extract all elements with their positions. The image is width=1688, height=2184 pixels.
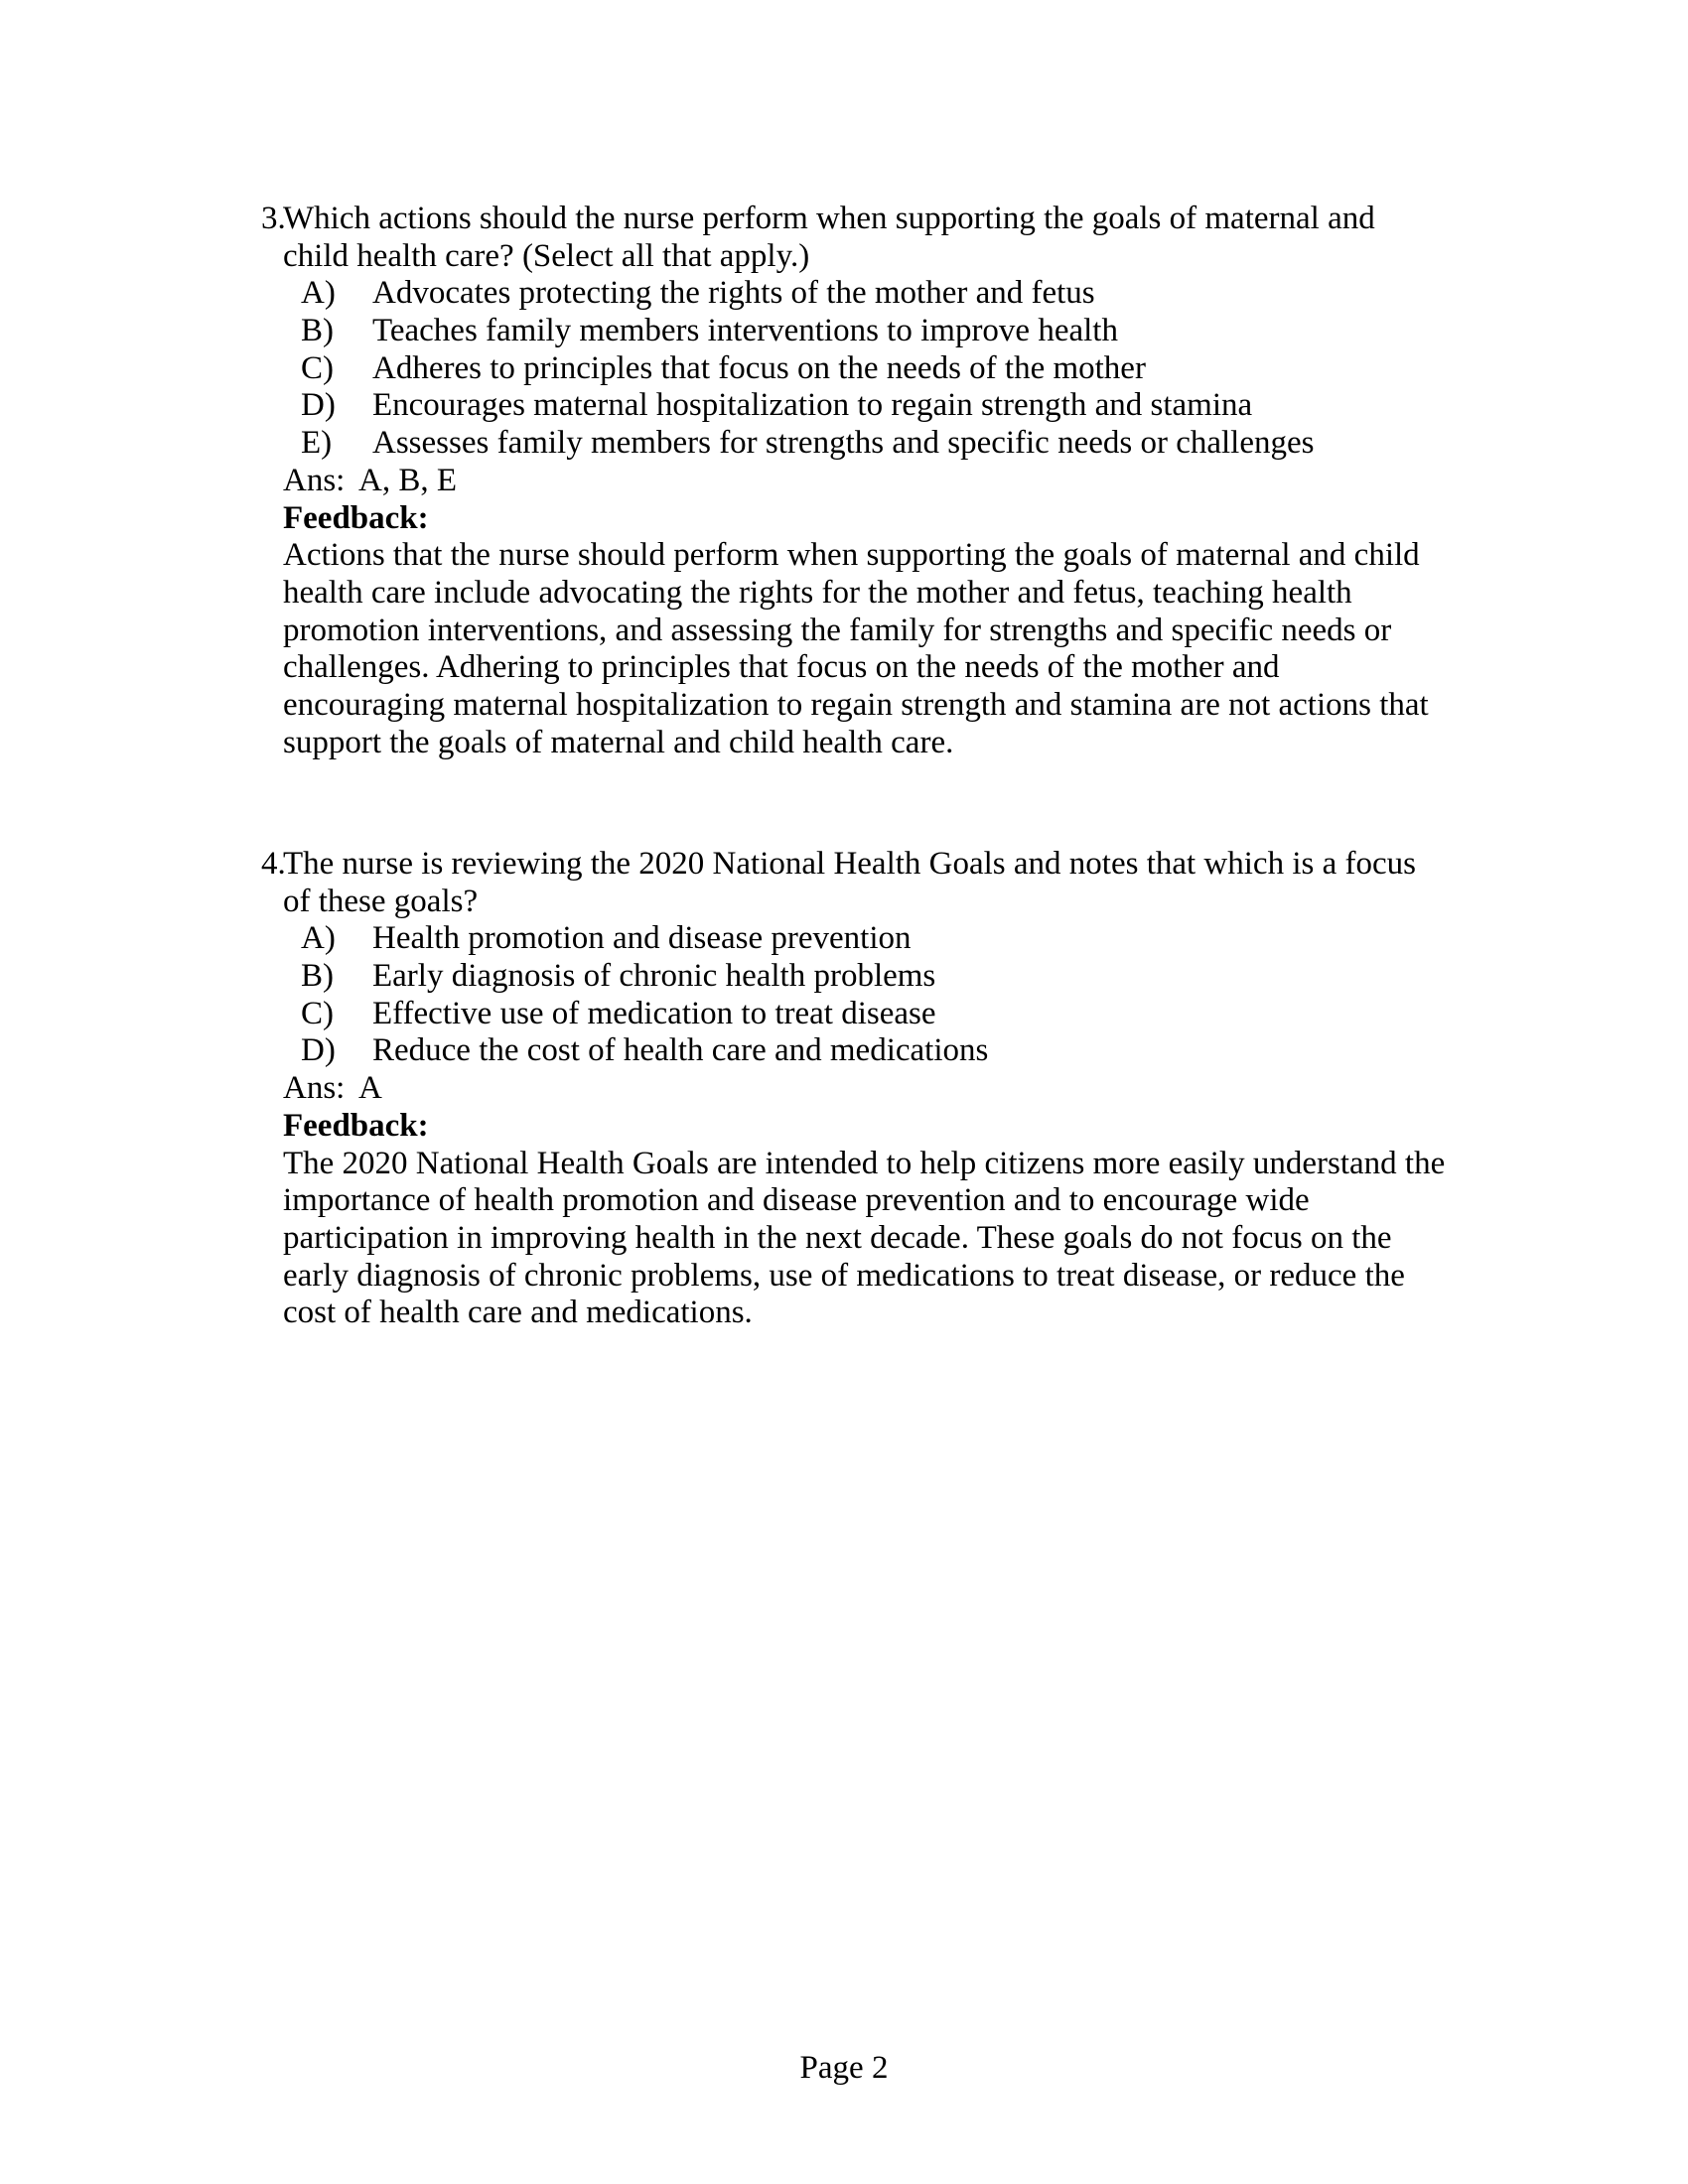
- option-row: [283, 425, 1492, 463]
- option-text: Health promotion and disease prevention: [372, 920, 912, 957]
- feedback-line: health care include advocating the rights for the mother and fetus, teaching health: [283, 574, 1352, 611]
- option-letter: B): [301, 313, 334, 349]
- option-letter: A): [301, 920, 336, 957]
- answer-label: Ans:: [283, 462, 346, 498]
- question-stem-line: child health care? (Select all that apply.): [283, 237, 810, 274]
- option-letter: E): [301, 425, 333, 462]
- option-letter: D): [301, 1032, 336, 1069]
- option-letter: A): [301, 275, 336, 312]
- question-content: [283, 201, 1492, 761]
- question-stem-line: of these goals?: [283, 883, 479, 919]
- option-row: [283, 313, 1492, 350]
- option-letter: B): [301, 958, 334, 995]
- option-text: Adheres to principles that focus on the needs of the mother: [372, 349, 1146, 386]
- question-block-4: [261, 846, 1492, 1332]
- option-row: [283, 996, 1492, 1033]
- feedback-line: support the goals of maternal and child health care.: [283, 724, 954, 760]
- answer-label: Ans:: [283, 1070, 346, 1107]
- question-number: 4.: [261, 846, 286, 882]
- option-letter: C): [301, 995, 334, 1031]
- feedback-heading: Feedback:: [283, 1107, 429, 1144]
- feedback-line: participation in improving health in the next decade. These goals do not focus on the: [283, 1219, 1392, 1256]
- answer-value: A: [358, 1070, 382, 1107]
- question-block-3: [261, 201, 1492, 761]
- option-row: [283, 958, 1492, 996]
- option-row: [283, 275, 1492, 313]
- option-text: Reduce the cost of health care and medications: [372, 1032, 989, 1069]
- feedback-line: early diagnosis of chronic problems, use of medications to treat disease, or reduce the: [283, 1257, 1405, 1294]
- answer-row: [283, 463, 1492, 500]
- question-stem-line: Which actions should the nurse perform when supporting the goals of maternal and: [283, 201, 1375, 236]
- answer-row: [283, 1070, 1492, 1108]
- option-text: Teaches family members interventions to improve health: [372, 313, 1118, 349]
- feedback-heading: Feedback:: [283, 499, 429, 536]
- feedback-line: The 2020 National Health Goals are intended to help citizens more easily understand the: [283, 1145, 1446, 1181]
- option-row: [283, 1032, 1492, 1070]
- feedback-line: promotion interventions, and assessing the family for strengths and specific needs or: [283, 612, 1392, 648]
- option-text: Effective use of medication to treat disease: [372, 995, 936, 1031]
- feedback-line: cost of health care and medications.: [283, 1295, 753, 1331]
- option-letter: C): [301, 349, 334, 386]
- question-number: 3.: [261, 201, 286, 236]
- option-row: [283, 350, 1492, 388]
- option-text: Early diagnosis of chronic health problems: [372, 958, 936, 995]
- question-stem-line: The nurse is reviewing the 2020 National Health Goals and notes that which is a focus: [283, 846, 1416, 882]
- page-footer: Page 2: [799, 2050, 889, 2086]
- option-text: Advocates protecting the rights of the mother and fetus: [372, 275, 1095, 312]
- option-text: Assesses family members for strengths and specific needs or challenges: [372, 425, 1315, 462]
- option-row: [283, 920, 1492, 958]
- feedback-line: challenges. Adhering to principles that focus on the needs of the mother and: [283, 649, 1280, 686]
- feedback-line: importance of health promotion and disease prevention and to encourage wide: [283, 1182, 1310, 1219]
- answer-value: A, B, E: [358, 462, 457, 498]
- option-row: [283, 387, 1492, 425]
- option-letter: D): [301, 387, 336, 424]
- option-text: Encourages maternal hospitalization to regain strength and stamina: [372, 387, 1253, 424]
- feedback-line: encouraging maternal hospitalization to regain strength and stamina are not actions that: [283, 686, 1429, 723]
- feedback-line: Actions that the nurse should perform when supporting the goals of maternal and child: [283, 537, 1420, 574]
- question-content: [283, 846, 1492, 1332]
